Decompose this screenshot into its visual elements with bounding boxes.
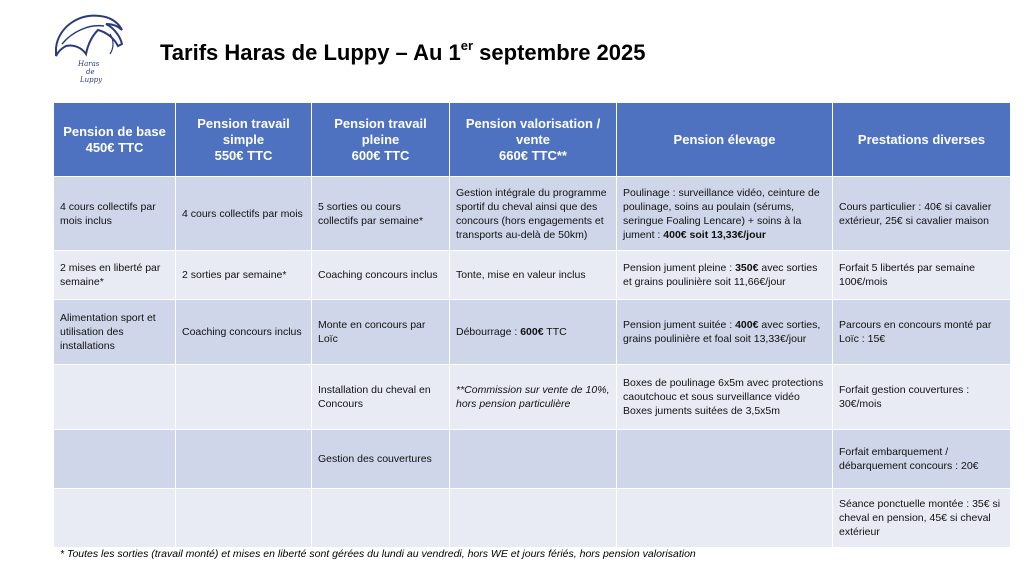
cell-valorisation: Gestion intégrale du programme sportif du cheval ainsi que des concours (hors engagements et transports au-delà de 50km) (450, 177, 617, 251)
cell-base (54, 430, 176, 489)
cell-elevage: Pension jument pleine : 350€ avec sorties et grains poulinière soit 11,66€/jour (617, 251, 833, 300)
cell-pleine: Coaching concours inclus (312, 251, 450, 300)
cell-valorisation: **Commission sur vente de 10%, hors pension particulière (450, 365, 617, 430)
cell-pleine (312, 489, 450, 548)
header-pension-base: Pension de base 450€ TTC (54, 103, 176, 177)
table-row (54, 365, 1011, 430)
cell-elevage (617, 489, 833, 548)
cell-diverses: Forfait 5 libertés par semaine 100€/mois (833, 251, 1011, 300)
cell-pleine: 5 sorties ou cours collectifs par semaine* (312, 177, 450, 251)
cell-base (54, 365, 176, 430)
svg-text:Luppy: Luppy (80, 76, 103, 84)
table-row (54, 251, 1011, 300)
cell-base: 4 cours collectifs par mois inclus (54, 177, 176, 251)
cell-base: Alimentation sport et utilisation des installations (54, 300, 176, 365)
footnote: * Toutes les sorties (travail monté) et mises en liberté sont gérées du lundi au vendredi, hors WE et jours fériés, hors pension valorisation (60, 548, 696, 560)
svg-text:Haras: Haras (78, 60, 100, 68)
cell-diverses: Forfait embarquement / débarquement concours : 20€ (833, 430, 1011, 489)
table-row (54, 430, 1011, 489)
cell-elevage: Boxes de poulinage 6x5m avec protections caoutchouc et sous surveillance vidéo Boxes juments suitées de 3,5x5m (617, 365, 833, 430)
cell-diverses: Séance ponctuelle montée : 35€ si cheval en pension, 45€ si cheval extérieur (833, 489, 1011, 548)
cell-simple (176, 365, 312, 430)
cell-valorisation: Tonte, mise en valeur inclus (450, 251, 617, 300)
header-prestations-diverses: Prestations diverses (833, 103, 1011, 177)
header-pension-valorisation: Pension valorisation / vente 660€ TTC** (450, 103, 617, 177)
horse-head-logo (48, 8, 130, 84)
cell-valorisation (450, 430, 617, 489)
header-pension-travail-pleine: Pension travail pleine 600€ TTC (312, 103, 450, 177)
cell-diverses: Cours particulier : 40€ si cavalier extérieur, 25€ si cavalier maison (833, 177, 1011, 251)
cell-valorisation: Débourrage : 600€ TTC (450, 300, 617, 365)
page-title: Tarifs Haras de Luppy – Au 1er septembre 2025 (160, 38, 646, 65)
cell-valorisation (450, 489, 617, 548)
cell-elevage: Pension jument suitée : 400€ avec sorties, grains poulinière et foal soit 13,33€/jour (617, 300, 833, 365)
tarifs-table (53, 102, 1011, 548)
cell-base (54, 489, 176, 548)
table-row (54, 300, 1011, 365)
cell-base: 2 mises en liberté par semaine* (54, 251, 176, 300)
table-row (54, 177, 1011, 251)
cell-simple (176, 430, 312, 489)
cell-pleine: Monte en concours par Loïc (312, 300, 450, 365)
svg-text:de: de (86, 68, 95, 76)
cell-pleine: Gestion des couvertures (312, 430, 450, 489)
cell-simple (176, 489, 312, 548)
cell-elevage (617, 430, 833, 489)
cell-simple: Coaching concours inclus (176, 300, 312, 365)
horse-head-icon (48, 8, 130, 84)
header-pension-elevage: Pension élevage (617, 103, 833, 177)
table-header-row (54, 103, 1011, 177)
cell-elevage: Poulinage : surveillance vidéo, ceinture de poulinage, soins au poulain (sérums, seringue Foaling Lencare) + soins à la jument : 400€ soit 13,33€/jour (617, 177, 833, 251)
header-pension-travail-simple: Pension travail simple 550€ TTC (176, 103, 312, 177)
cell-diverses: Parcours en concours monté par Loïc : 15€ (833, 300, 1011, 365)
cell-pleine: Installation du cheval en Concours (312, 365, 450, 430)
cell-simple: 2 sorties par semaine* (176, 251, 312, 300)
cell-diverses: Forfait gestion couvertures : 30€/mois (833, 365, 1011, 430)
cell-simple: 4 cours collectifs par mois (176, 177, 312, 251)
table-row (54, 489, 1011, 548)
